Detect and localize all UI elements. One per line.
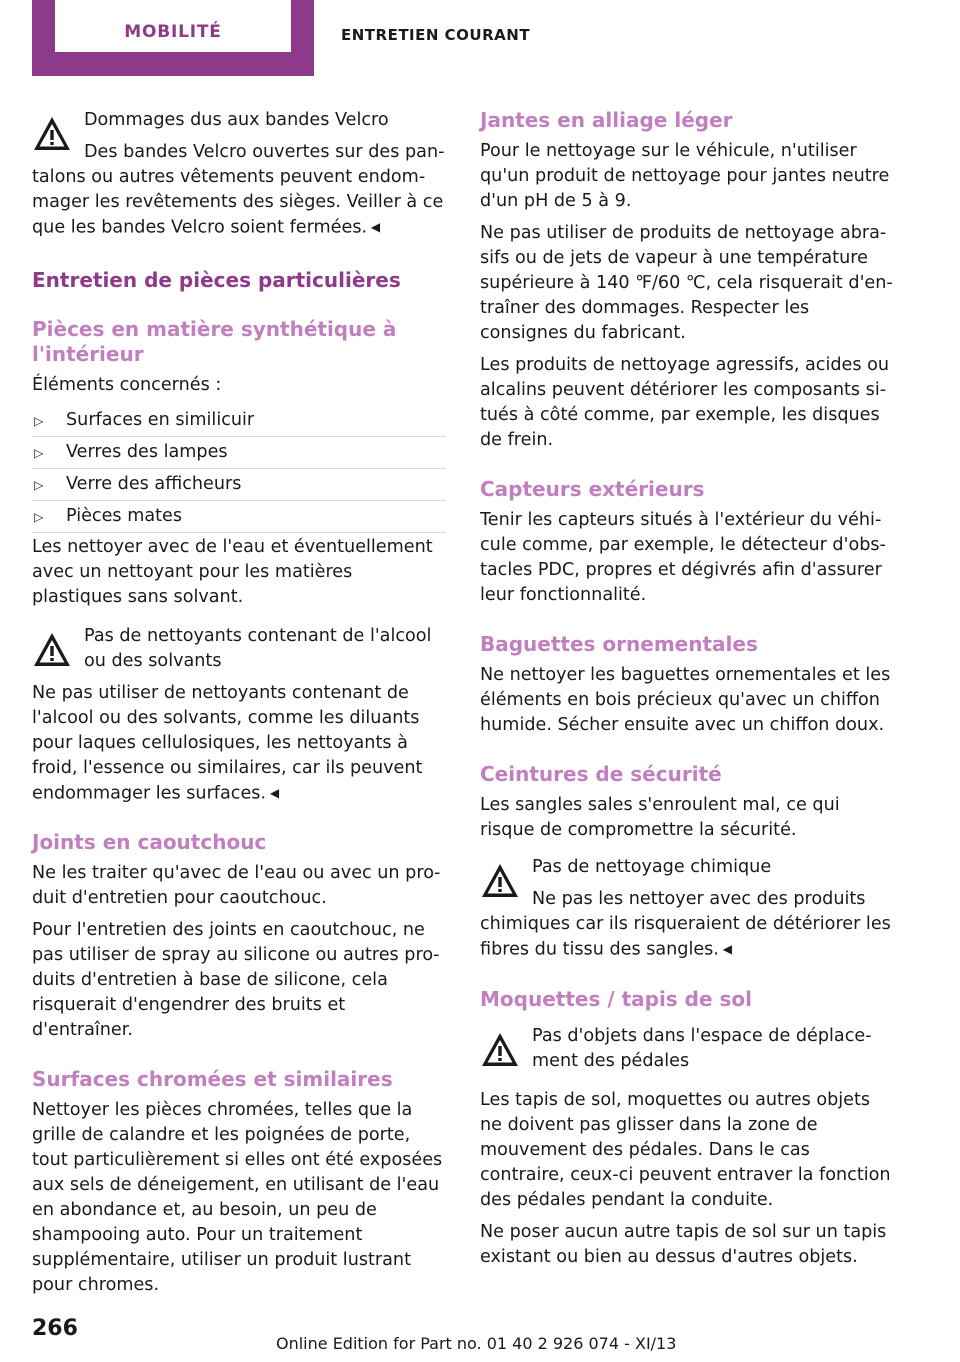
section-heading-entretien: Entretien de pièces particulières [32, 267, 401, 292]
bullet-list [32, 405, 446, 533]
warning-triangle-icon [480, 861, 520, 901]
subheading-ceintures: Ceintures de sécurité [480, 762, 722, 786]
triangle-right-icon: ▷ [34, 413, 44, 428]
paragraph: Nettoyer les pièces chromées, telles que la grille de calandre et les poignées de porte, tout particulièrement si elles ont été exposées aux sels de déneigement, en utilisant de l'eau en abondance et, au besoin, un peu de shampooing auto. Pour un traitement supplémentaire, utiliser un produit lustrant pour chromes. [32, 1100, 443, 1295]
warning-triangle-icon [32, 114, 72, 154]
subheading-chromees: Surfaces chromées et similaires [32, 1067, 393, 1091]
list-item: ▷ Surfaces en similicuir [32, 405, 446, 437]
edition-note: Online Edition for Part no. 01 40 2 926 074 - XI/13 [276, 1334, 677, 1353]
paragraph: Pour le nettoyage sur le véhicule, n'utiliser qu'un produit de nettoyage pour jantes neutre d'un pH de 5 à 9. [480, 141, 890, 211]
end-of-section-icon: ◀ [266, 785, 280, 800]
subheading-jantes: Jantes en alliage léger [480, 108, 733, 132]
paragraph: Les produits de nettoyage agressifs, acides ou alcalins peuvent détériorer les composants situés à côté comme, par exemple, les disques de frein. [480, 355, 890, 450]
subheading-moquettes: Moquettes / tapis de sol [480, 986, 753, 1011]
list-item: ▷ Pièces mates [32, 501, 446, 533]
paragraph: Ne poser aucun autre tapis de sol sur un tapis existant ou bien au dessus d'autres objets. [480, 1221, 887, 1267]
warning-body: Ne pas utiliser de nettoyants contenant de l'alcool ou des solvants, comme les diluants pour laques cellulosiques, les nettoyants à froid, l'essence ou similaires, car ils peuvent endommager les surfaces. [32, 682, 423, 803]
subheading-capteurs: Capteurs extérieurs [480, 477, 705, 501]
triangle-right-icon: ▷ [34, 509, 44, 524]
end-of-section-icon: ◀ [367, 220, 381, 234]
paragraph: Les tapis de sol, moquettes ou autres objets ne doivent pas glisser dans la zone de mouvement des pédales. Dans le cas contraire, ceux-ci peuvent entraver la fonction des pédales pendant la conduite. [480, 1089, 891, 1210]
warning-triangle-icon [480, 1030, 520, 1070]
list-item: ▷ Verre des afficheurs [32, 469, 446, 501]
warning-alcool [32, 624, 446, 807]
paragraph: Ne les traiter qu'avec de l'eau ou avec un produit d'entretien pour caoutchouc. [32, 863, 441, 908]
page-number: 266 [32, 1316, 78, 1341]
paragraph: Ne pas utiliser de produits de nettoyage abrasifs ou de jets de vapeur à une température supérieure à 140 ℉/60 ℃, cela risquerait d'entraîner des dommages. Respecter les consignes du fabricant. [480, 223, 893, 343]
triangle-right-icon: ▷ [34, 477, 44, 492]
elements-label: Éléments concernés : [32, 374, 222, 395]
paragraph: Les sangles sales s'enroulent mal, ce qui risque de compromettre la sécurité. [480, 795, 840, 840]
warning-title: Pas de nettoyage chimique [532, 857, 772, 877]
paragraph: Tenir les capteurs situés à l'extérieur du véhicule comme, par exemple, le détecteur d'obstacles PDC, propres et dégivrés afin d'assurer leur fonctionnalité. [480, 510, 886, 605]
warning-velcro [32, 108, 446, 241]
warning-chimique [480, 855, 895, 963]
subheading-synthetique: Pièces en matière synthétique à l'intérieur [32, 316, 397, 366]
paragraph: Pour l'entretien des joints en caoutchouc, ne pas utiliser de spray au silicone ou autres produits d'entretien à base de silicone, cela risquerait d'engendrer des bruits et d'entraîner. [32, 920, 440, 1040]
right-column [480, 108, 895, 1277]
header-section-title: MOBILITÉ [124, 22, 222, 42]
warning-title: Pas d'objets dans l'espace de déplacement des pédales [532, 1025, 872, 1071]
paragraph: Les nettoyer avec de l'eau et éventuellement avec un nettoyant pour les matières plastiques sans solvant. [32, 536, 433, 607]
subheading-baguettes: Baguettes ornementales [480, 632, 758, 656]
warning-title: Dommages dus aux bandes Velcro [84, 110, 389, 130]
warning-title: Pas de nettoyants contenant de l'alcool ou des solvants [84, 625, 432, 671]
triangle-right-icon: ▷ [34, 445, 44, 460]
left-column [32, 108, 446, 1305]
paragraph: Ne nettoyer les baguettes ornementales et les éléments en bois précieux qu'avec un chiffon humide. Sécher ensuite avec un chiffon doux. [480, 665, 891, 735]
subheading-joints: Joints en caoutchouc [32, 830, 267, 854]
warning-body: Des bandes Velcro ouvertes sur des pantalons ou autres vêtements peuvent endommager les revêtements des sièges. Veiller à ce que les bandes Velcro soient fermées. [32, 142, 445, 238]
header-chapter-title: ENTRETIEN COURANT [341, 26, 531, 44]
warning-triangle-icon [32, 630, 72, 670]
warning-objets [480, 1024, 895, 1081]
end-of-section-icon: ◀ [718, 942, 732, 956]
warning-body: Ne pas les nettoyer avec des produits chimiques car ils risqueraient de détériorer les fibres du tissu des sangles. [480, 889, 891, 960]
list-item: ▷ Verres des lampes [32, 437, 446, 469]
